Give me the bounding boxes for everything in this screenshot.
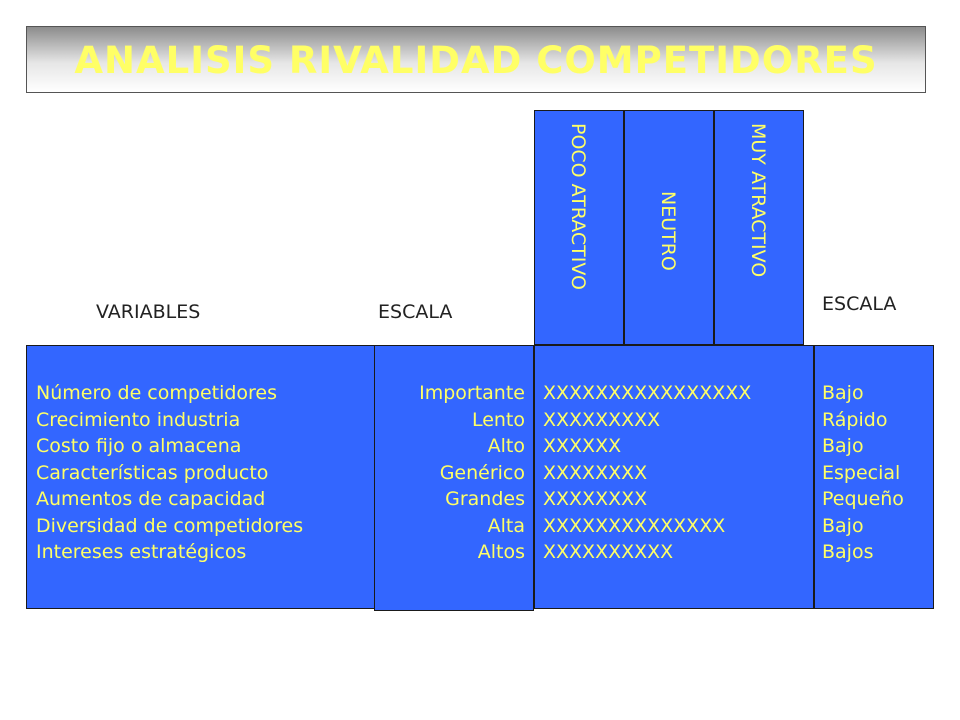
escala-left-item: Alto: [487, 435, 525, 457]
variables-header: VARIABLES: [96, 301, 201, 323]
rating-item: XXXXXX: [543, 435, 622, 457]
escala-left-item: Altos: [477, 541, 525, 563]
escala-right-box: [814, 345, 934, 609]
escala-right-item: Pequeño: [822, 488, 904, 510]
escala-right-header: ESCALA: [822, 293, 897, 315]
column-poco-atractivo: [534, 110, 624, 345]
variable-item: Crecimiento industria: [36, 408, 241, 431]
rating-item: XXXXXXXXXX: [543, 541, 674, 563]
escala-right-item: Bajo: [822, 514, 864, 537]
ratings-list: [543, 380, 751, 566]
rating-item: XXXXXXXXXXXXXX: [543, 514, 726, 537]
variables-box: [26, 345, 376, 609]
ratings-box: [534, 345, 814, 609]
escala-left-item: Importante: [419, 382, 525, 404]
rating-item: XXXXXXXX: [543, 461, 648, 484]
variable-item: Número de competidores: [36, 382, 278, 404]
escala-left-item: Lento: [471, 408, 525, 431]
escala-left-item: Grandes: [445, 488, 525, 510]
variable-item: Intereses estratégicos: [36, 541, 247, 563]
escala-right-item: Rápido: [822, 408, 888, 431]
escala-left-item: Genérico: [439, 461, 525, 484]
escala-right-item: Especial: [822, 461, 901, 484]
column-neutro-label: NEUTRO: [657, 190, 679, 271]
escala-left-box: [374, 345, 534, 611]
escala-right-item: Bajo: [822, 435, 864, 457]
variable-item: Diversidad de competidores: [36, 514, 304, 537]
column-neutro: [624, 110, 714, 345]
rating-item: XXXXXXXXXXXXXXXX: [543, 382, 752, 404]
escala-left-item: Alta: [487, 514, 525, 537]
rating-item: XXXXXXXXX: [543, 408, 661, 431]
column-muy-atractivo-label: MUY ATRACTIVO: [747, 123, 769, 278]
column-muy-atractivo: [714, 110, 804, 345]
escala-left-header: ESCALA: [378, 301, 453, 323]
escala-right-list: [822, 380, 904, 566]
variable-item: Aumentos de capacidad: [36, 488, 266, 510]
title-banner: [26, 26, 926, 93]
variable-item: Características producto: [36, 461, 269, 484]
variables-list: [36, 380, 303, 566]
column-poco-atractivo-label: POCO ATRACTIVO: [567, 123, 589, 290]
escala-right-item: Bajos: [822, 541, 874, 563]
escala-left-list: [419, 380, 525, 566]
page-title: ANALISIS RIVALIDAD COMPETIDORES: [74, 39, 878, 82]
rating-item: XXXXXXXX: [543, 488, 648, 510]
variable-item: Costo fijo o almacena: [36, 435, 242, 457]
escala-right-item: Bajo: [822, 382, 864, 404]
